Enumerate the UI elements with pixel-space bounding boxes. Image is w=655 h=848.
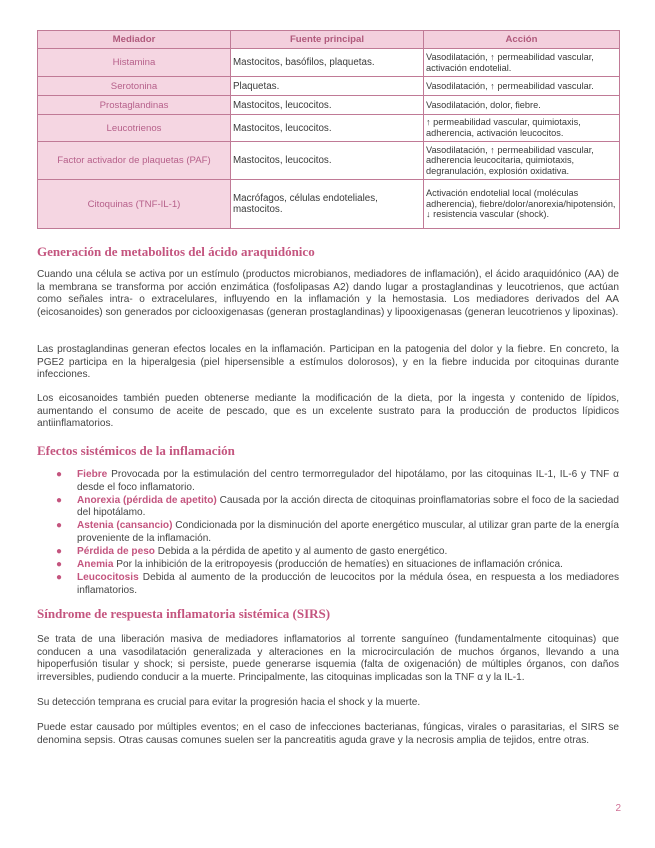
list-item: [37, 572, 619, 597]
table-row: [38, 142, 620, 180]
effect-text: Debida a la pérdida de apetito y al aumento de gasto energético.: [154, 546, 448, 558]
paragraph: Las prostaglandinas generan efectos locales en la inflamación. Participan en la patogenia del dolor y la fiebre. En concreto, la PGE2 participa en la hiperalgesia (piel hipersensible a estímulos dolorosos), y en la fiebre inducida por citoquinas durante infecciones.: [37, 344, 619, 381]
cell-mediador: Serotonina: [38, 77, 231, 96]
paragraph: Cuando una célula se activa por un estímulo (productos microbianos, mediadores de inflamación), el ácido araquidónico (AA) de la membrana se transforma por acción enzimática (fosfolipasas A2) dando lugar a prostaglandinas y leucotrienos, que actúan como señales intra- o extracelulares, influyendo en la inflamación y la hemostasia. Los mediadores derivados del AA (eicosanoides) son generados por ciclooxigenasas (generan prostaglandinas) y lipooxigenasas (generan leucotrienos y lipoxinas).: [37, 269, 619, 318]
table-row: [38, 180, 620, 229]
effects-list: [37, 469, 619, 598]
cell-accion: Vasodilatación, ↑ permeabilidad vascular.: [424, 77, 620, 96]
list-item: [37, 495, 619, 520]
cell-fuente: Mastocitos, leucocitos.: [231, 142, 424, 180]
cell-mediador: Histamina: [38, 49, 231, 77]
bullet-icon: ●: [56, 520, 63, 532]
cell-mediador: Leucotrienos: [38, 115, 231, 142]
effect-text: Debida al aumento de la producción de leucocitos por la médula ósea, en respuesta a los mediadores inflamatorios.: [77, 572, 619, 596]
list-item: [37, 520, 619, 545]
effect-text: Causada por la acción directa de citoquinas proinflamatorias sobre el foco de la saciedad del hipotálamo.: [77, 494, 619, 519]
cell-fuente: Mastocitos, leucocitos.: [231, 96, 424, 115]
effect-term: Anorexia (pérdida de apetito): [77, 494, 217, 506]
effect-text: Condicionada por la disminución del aporte energético muscular, al utilizar gran parte de la energía proveniente de la inflamación.: [77, 520, 620, 544]
cell-fuente: Mastocitos, basófilos, plaquetas.: [231, 49, 424, 77]
section-title-araquidonico: Generación de metabolitos del ácido araquidónico: [37, 244, 315, 259]
cell-fuente: Mastocitos, leucocitos.: [231, 115, 424, 142]
mediators-table: [37, 30, 620, 229]
table-row: [38, 96, 620, 115]
effect-term: Pérdida de peso: [77, 546, 155, 558]
list-item: [37, 559, 619, 572]
section-title-sirs: Síndrome de respuesta inflamatoria sistémica (SIRS): [37, 606, 331, 621]
cell-fuente: Plaquetas.: [231, 77, 424, 96]
page-number: 2: [615, 803, 621, 814]
paragraph: Los eicosanoides también pueden obtenerse mediante la modificación de la dieta, por la ingesta y contenido de lípidos, aumentando el consumo de aceite de pescado, que es un excelente sustrato para la producción de productos lípidicos antiinflamatorios.: [37, 393, 619, 430]
cell-fuente: Macrófagos, células endoteliales, mastocitos.: [231, 180, 424, 229]
effect-term: Leucocitosis: [77, 572, 139, 584]
table-row: [38, 77, 620, 96]
header-mediador: Mediador: [38, 31, 231, 49]
cell-accion: Activación endotelial local (moléculas adherencia), fiebre/dolor/anorexia/hipotensión, ↓ resistencia vascular (shock).: [424, 180, 620, 229]
paragraph: Su detección temprana es crucial para evitar la progresión hacia el shock y la muerte.: [37, 697, 421, 708]
effect-text: Provocada por la estimulación del centro termorregulador del hipotálamo, por las citoquinas IL-1, IL-6 y TNF α desde el foco inflamatorio.: [77, 469, 619, 493]
cell-accion: ↑ permeabilidad vascular, quimiotaxis, adherencia, activación leucocitos.: [424, 115, 620, 142]
section-title-efectos: Efectos sistémicos de la inflamación: [37, 443, 235, 458]
cell-mediador: Factor activador de plaquetas (PAF): [38, 142, 231, 180]
bullet-icon: ●: [56, 572, 63, 584]
effect-term: Fiebre: [77, 469, 108, 480]
bullet-icon: ●: [56, 494, 63, 506]
paragraph: Puede estar causado por múltiples eventos; en el caso de infecciones bacterianas, fúngicas, virales o parasitarias, el SIRS se denomina sepsis. Otras causas comunes suelen ser la pancreatitis aguda grave y la necrosis amplia de tejidos, entre otras.: [37, 722, 619, 746]
header-accion: Acción: [424, 31, 620, 49]
effect-text: Por la inhibición de la eritropoyesis (producción de hematíes) en situaciones de inflamación crónica.: [113, 559, 563, 571]
bullet-icon: ●: [56, 559, 63, 571]
table-row: [38, 49, 620, 77]
page-content: [37, 30, 620, 746]
list-item: [37, 546, 619, 559]
list-item: [37, 469, 619, 494]
paragraph: Se trata de una liberación masiva de mediadores inflamatorios al torrente sanguíneo (fundamentalmente citoquinas) que conducen a una vasodilatación generalizada y alteraciones en la microcirculación de muchos órganos, llevando a una hipoperfusión tisular y shock; si persiste, puede generarse isquemia (falta de oxigenación) de múltiples órganos, con daños irreversibles, pudiendo conducir a la muerte. Principalmente, las citoquinas implicadas son la TNF α y la IL-1.: [37, 634, 619, 683]
effect-term: Astenia (cansancio): [77, 520, 173, 532]
bullet-icon: ●: [56, 546, 63, 558]
cell-mediador: Citoquinas (TNF-IL-1): [38, 180, 231, 229]
bullet-icon: ●: [56, 469, 63, 480]
cell-accion: Vasodilatación, ↑ permeabilidad vascular, activación endotelial.: [424, 49, 620, 77]
cell-accion: Vasodilatación, dolor, fiebre.: [424, 96, 620, 115]
cell-accion: Vasodilatación, ↑ permeabilidad vascular, adherencia leucocitaria, quimiotaxis, degranulación, explosión oxidativa.: [424, 142, 620, 180]
table-row: [38, 115, 620, 142]
cell-mediador: Prostaglandinas: [38, 96, 231, 115]
header-fuente: Fuente principal: [231, 31, 424, 49]
table-header-row: [38, 31, 620, 49]
effect-term: Anemia: [77, 559, 114, 571]
